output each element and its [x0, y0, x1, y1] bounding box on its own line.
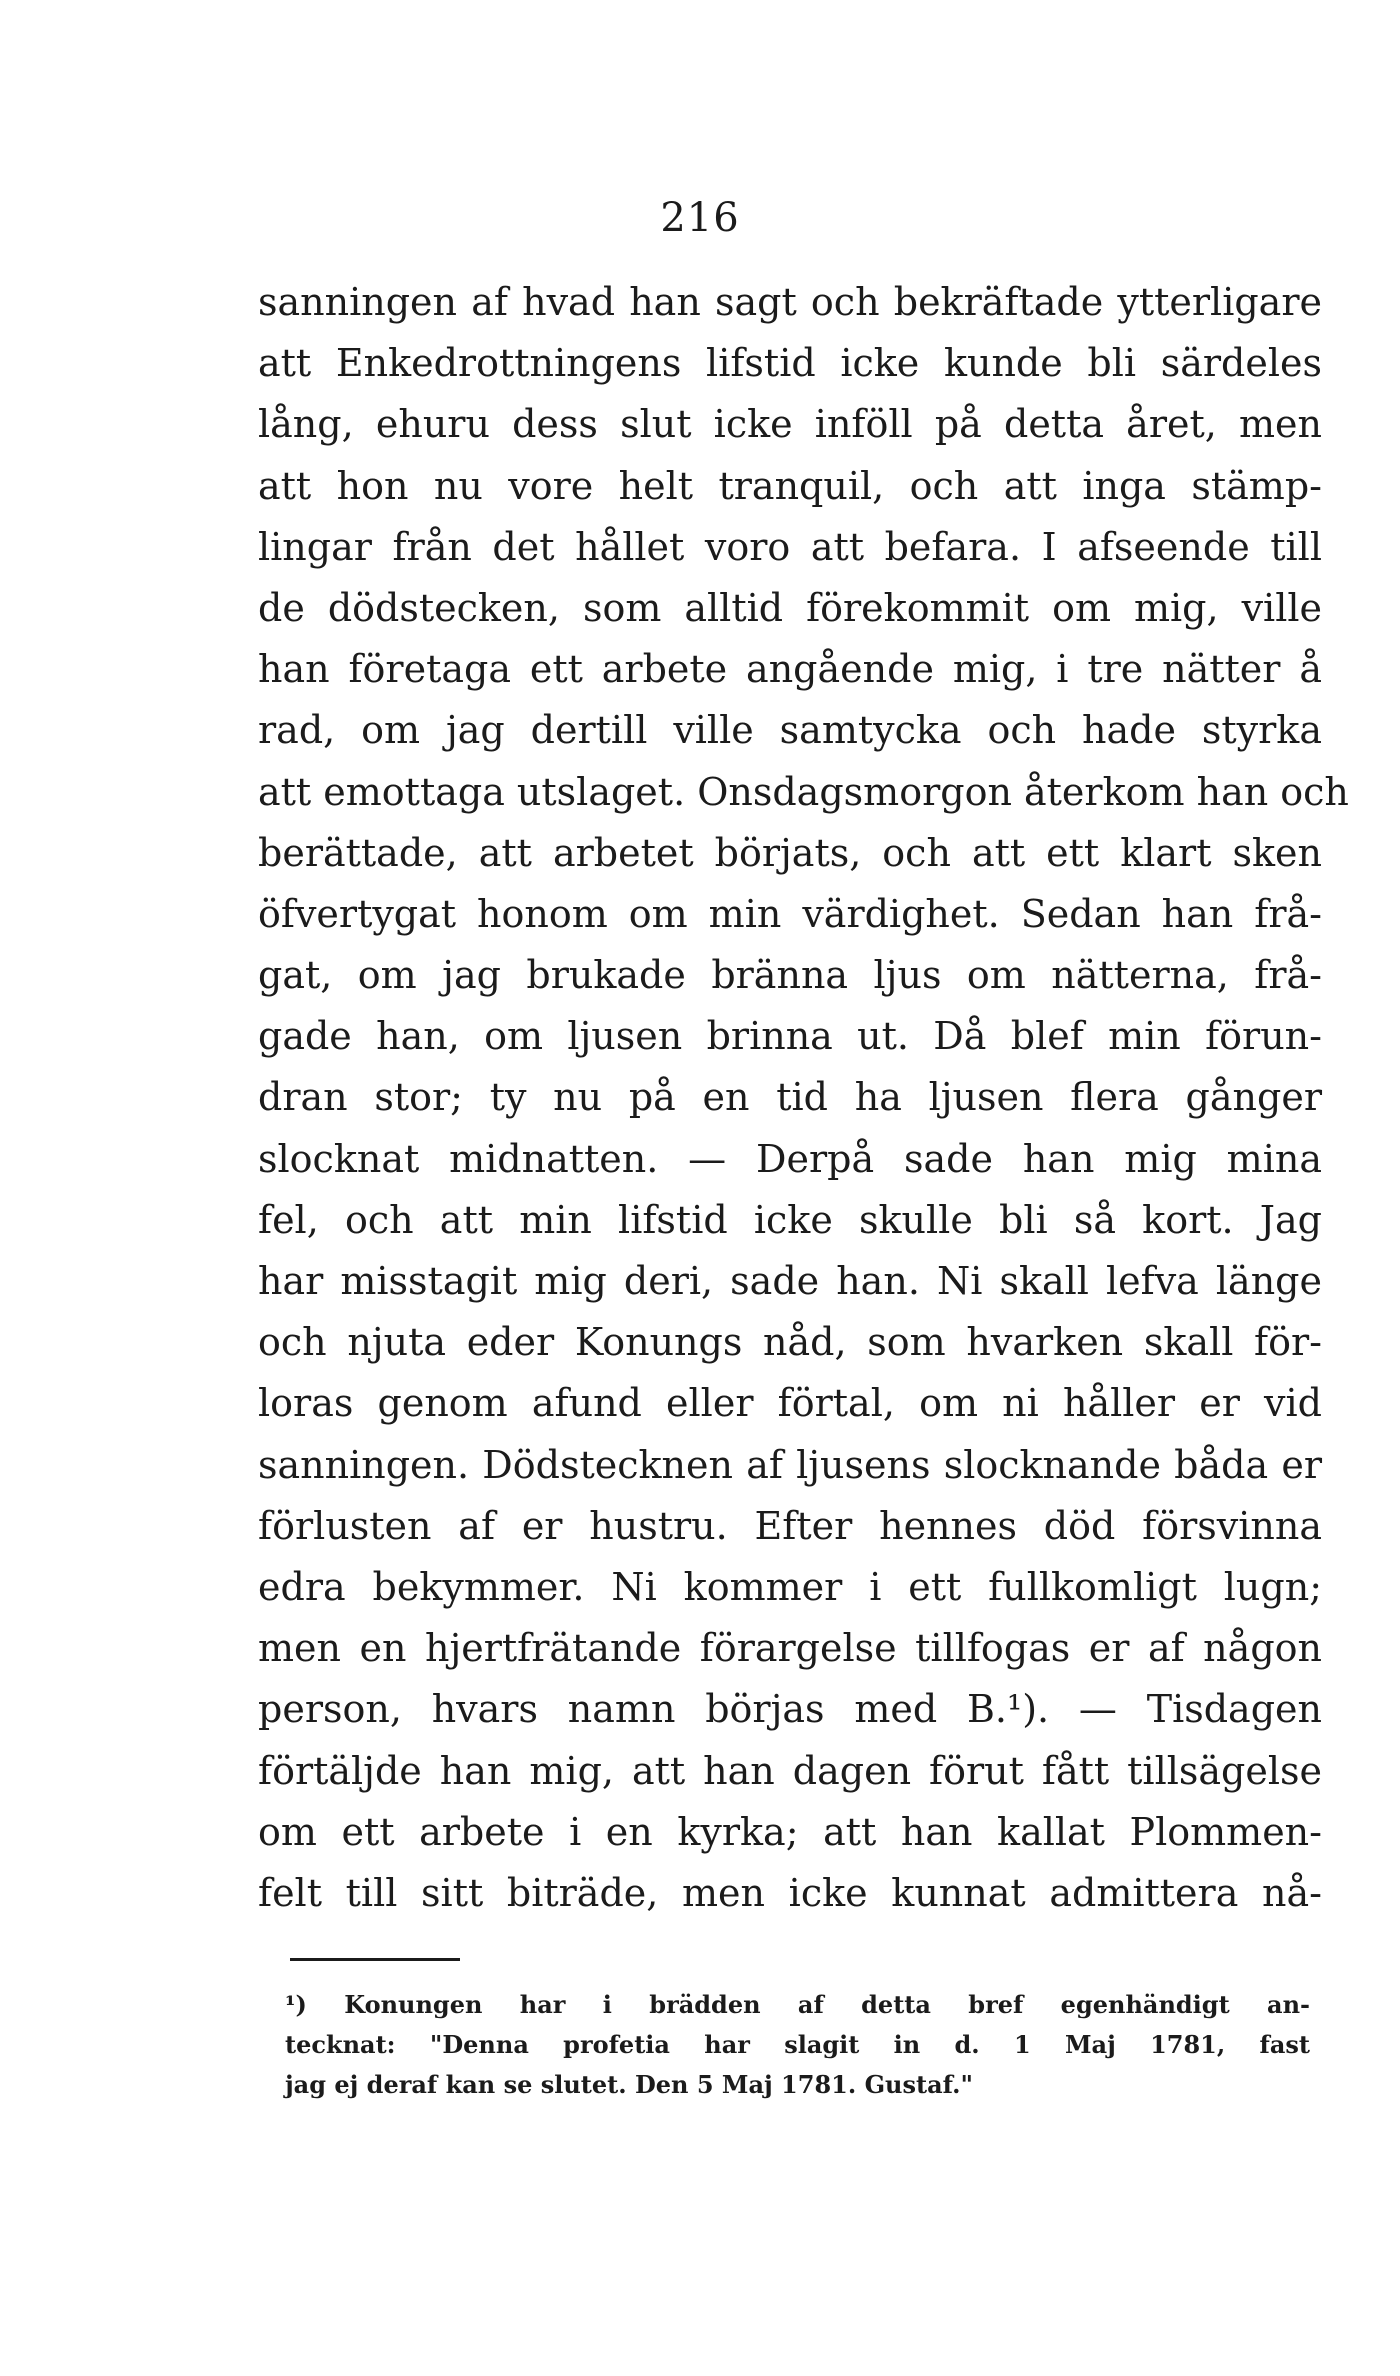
- text-line: öfvertygat honom om min värdighet. Sedan han frå-: [258, 891, 1322, 936]
- body-text: [258, 272, 1349, 1924]
- text-line: berättade, att arbetet börjats, och att ett klart sken: [258, 830, 1322, 875]
- text-line: om ett arbete i en kyrka; att han kallat Plommen-: [258, 1809, 1322, 1854]
- page-number: 216: [660, 195, 740, 241]
- text-line: de dödstecken, som alltid förekommit om mig, ville: [258, 585, 1322, 630]
- text-line: rad, om jag dertill ville samtycka och hade styrka: [258, 708, 1322, 753]
- text-line: och njuta eder Konungs nåd, som hvarken skall för-: [258, 1320, 1322, 1365]
- text-line: felt till sitt biträde, men icke kunnat admittera nå-: [258, 1870, 1322, 1915]
- footnote: [285, 1985, 1310, 2105]
- text-line: förlusten af er hustru. Efter hennes död försvinna: [258, 1503, 1322, 1548]
- text-line: slocknat midnatten. — Derpå sade han mig mina: [258, 1136, 1322, 1181]
- text-line: att Enkedrottningens lifstid icke kunde bli särdeles: [258, 341, 1322, 386]
- text-line: lingar från det hållet voro att befara. I afseende till: [258, 524, 1322, 569]
- text-line: att hon nu vore helt tranquil, och att inga stämp-: [258, 463, 1322, 508]
- footnote-line: ¹) Konungen har i brädden af detta bref egenhändigt an-: [285, 1990, 1310, 2019]
- footnote-divider: [290, 1958, 460, 1961]
- text-line: gade han, om ljusen brinna ut. Då blef min förun-: [258, 1014, 1322, 1059]
- text-line: sanningen af hvad han sagt och bekräftade ytterligare: [258, 280, 1322, 324]
- text-line: sanningen. Dödstecknen af ljusens slocknande båda er: [258, 1442, 1322, 1487]
- text-line: har misstagit mig deri, sade han. Ni skall lefva länge: [258, 1259, 1322, 1303]
- text-line: fel, och att min lifstid icke skulle bli så kort. Jag: [258, 1197, 1322, 1242]
- text-line: men en hjertfrätande förargelse tillfogas er af någon: [258, 1626, 1322, 1671]
- footnote-line: tecknat: "Denna profetia har slagit in d. 1 Maj 1781, fast: [285, 2030, 1310, 2059]
- text-line: han företaga ett arbete angående mig, i tre nätter å: [258, 647, 1322, 692]
- text-line: att emottaga utslaget. Onsdagsmorgon återkom han och: [258, 769, 1349, 814]
- text-line: loras genom afund eller förtal, om ni håller er vid: [258, 1381, 1322, 1426]
- text-line: edra bekymmer. Ni kommer i ett fullkomligt lugn;: [258, 1564, 1322, 1609]
- text-line: dran stor; ty nu på en tid ha ljusen flera gånger: [258, 1075, 1322, 1120]
- text-line: förtäljde han mig, att han dagen förut fått tillsägelse: [258, 1748, 1322, 1793]
- text-line: lång, ehuru dess slut icke inföll på detta året, men: [258, 402, 1322, 447]
- footnote-line: jag ej deraf kan se slutet. Den 5 Maj 1781. Gustaf.": [285, 2070, 973, 2099]
- text-line: person, hvars namn börjas med B.¹). — Tisdagen: [258, 1687, 1322, 1732]
- text-line: gat, om jag brukade bränna ljus om nätterna, frå-: [258, 953, 1322, 998]
